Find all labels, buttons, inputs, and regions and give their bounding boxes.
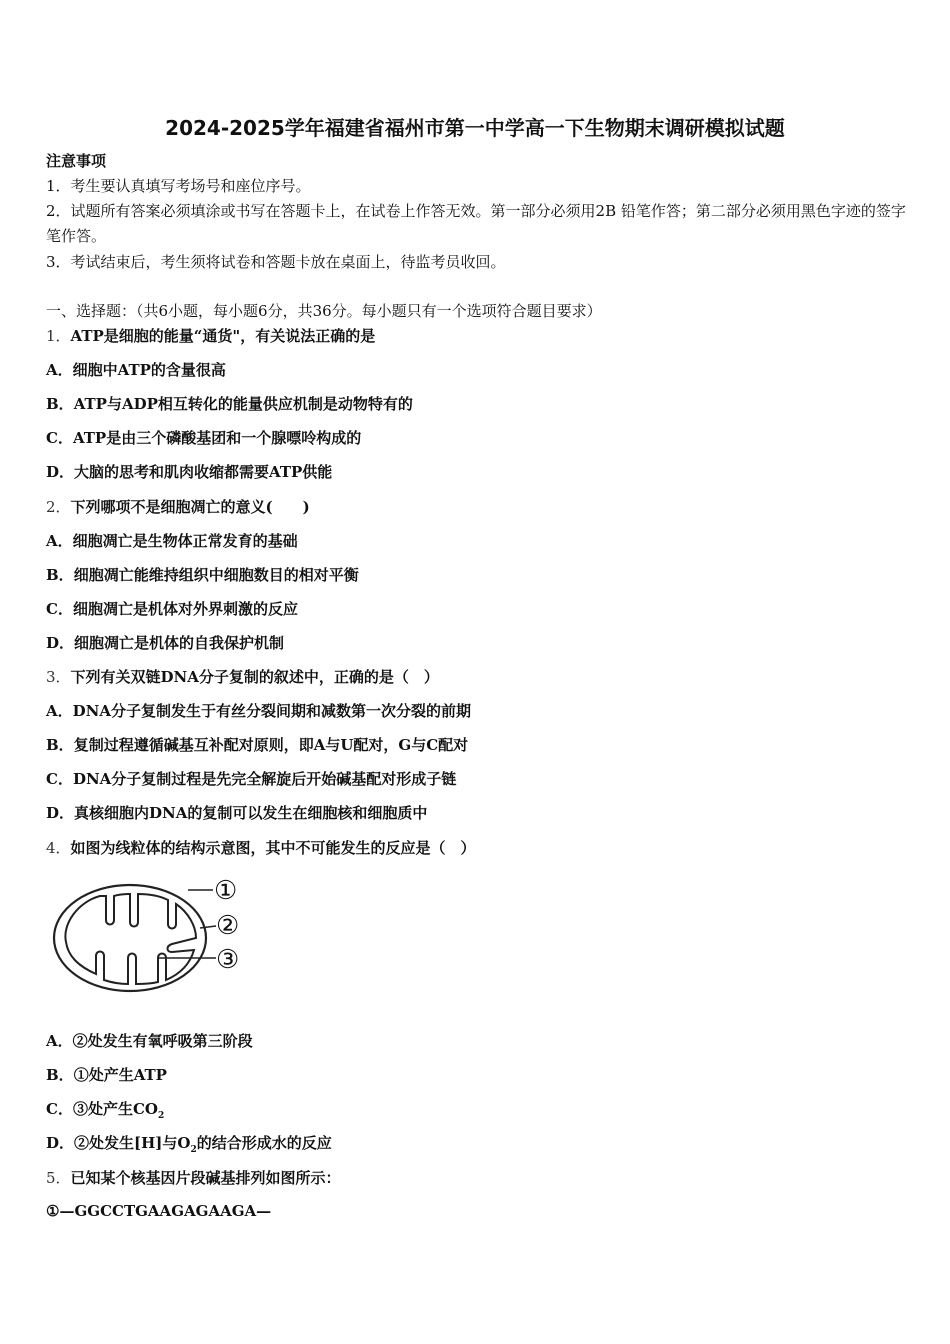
q1-option-b [46, 394, 413, 414]
option-letter: D． [46, 634, 75, 652]
figure-label-3: ③ [216, 945, 240, 975]
option-text: 细胞凋亡是生物体正常发育的基础 [72, 532, 298, 550]
page-title: 2024-2025学年福建省福州市第一中学高一下生物期末调研模拟试题 [165, 116, 785, 140]
question-stem: 下列哪项不是细胞凋亡的意义( ) [70, 498, 310, 516]
question-stem: 如图为线粒体的结构示意图，其中不可能发生的反应是（ ） [70, 839, 476, 857]
question-2 [46, 497, 310, 517]
option-text: ②处发生[H]与O [74, 1134, 191, 1152]
option-letter: A． [46, 1032, 73, 1050]
option-letter: B． [46, 395, 74, 413]
question-4 [46, 838, 476, 858]
q3-option-d [46, 803, 427, 823]
q2-option-b [46, 565, 359, 585]
option-text: 真核细胞内DNA的复制可以发生在细胞核和细胞质中 [74, 804, 428, 822]
option-text: ③处产生CO [72, 1100, 158, 1118]
notice-item-3: 3．考试结束后，考生须将试卷和答题卡放在桌面上，待监考员收回。 [46, 253, 506, 271]
q2-option-c [46, 599, 298, 619]
q1-option-c [46, 428, 361, 448]
option-text: 细胞凋亡能维持组织中细胞数目的相对平衡 [73, 566, 359, 584]
question-number: 2． [46, 498, 71, 516]
option-text: 细胞中ATP的含量很高 [72, 361, 226, 379]
question-number: 4． [46, 839, 71, 857]
dna-sequence: ①—GGCCTGAAGAGAAGA— [46, 1202, 272, 1220]
option-text: 复制过程遵循碱基互补配对原则，即A与U配对，G与C配对 [73, 736, 469, 754]
subscript: 2 [157, 1111, 165, 1121]
q2-option-d [46, 633, 284, 653]
notice-item-1: 1．考生要认真填写考场号和座位序号。 [46, 177, 311, 195]
q2-option-a [46, 531, 298, 551]
option-letter: D． [46, 1134, 75, 1152]
question-3 [46, 667, 439, 687]
subscript: 2 [190, 1145, 197, 1155]
option-text: ①处产生ATP [73, 1066, 167, 1084]
option-text: ATP是由三个磷酸基团和一个腺嘌呤构成的 [72, 429, 362, 447]
option-letter: A． [46, 702, 73, 720]
q4-option-b [46, 1065, 167, 1085]
figure-label-2: ② [216, 911, 240, 941]
question-number: 3． [46, 668, 71, 686]
option-letter: B． [46, 736, 74, 754]
question-stem: ATP是细胞的能量“通货"，有关说法正确的是 [70, 327, 376, 345]
q3-option-c [46, 769, 456, 789]
mitochondrion-diagram [48, 872, 248, 1000]
q1-option-d [46, 462, 332, 482]
question-5 [46, 1168, 341, 1188]
leader-line-2 [200, 926, 216, 928]
option-text: DNA分子复制过程是先完全解旋后开始碱基配对形成子链 [72, 770, 457, 788]
option-text-tail: 的结合形成水的反应 [196, 1134, 332, 1152]
question-number: 5． [46, 1169, 71, 1187]
question-stem: 下列有关双链DNA分子复制的叙述中，正确的是（ ） [70, 668, 439, 686]
figure-label-1: ① [214, 876, 238, 906]
notice-item-2: 2．试题所有答案必须填涂或书写在答题卡上，在试卷上作答无效。第一部分必须用2B 铅笔作答；第二部分必须用黑色字迹的签字笔作答。 [46, 202, 906, 245]
question-number: 1． [46, 327, 71, 345]
option-letter: C． [46, 429, 73, 447]
q4-option-c [46, 1099, 164, 1126]
section-heading: 一、选择题：（共6小题，每小题6分，共36分。每小题只有一个选项符合题目要求） [46, 302, 602, 320]
option-text: 细胞凋亡是机体的自我保护机制 [74, 634, 285, 652]
q1-option-a [46, 360, 226, 380]
question-stem: 已知某个核基因片段碱基排列如图所示： [70, 1169, 341, 1187]
option-letter: A． [46, 361, 73, 379]
question-1 [46, 326, 375, 346]
option-text: ②处发生有氧呼吸第三阶段 [72, 1032, 253, 1050]
inner-membrane [65, 894, 196, 984]
option-letter: B． [46, 1066, 74, 1084]
q3-option-a [46, 701, 471, 721]
q4-option-a [46, 1031, 253, 1051]
option-letter: C． [46, 600, 73, 618]
option-letter: D． [46, 463, 75, 481]
notice-heading: 注意事项 [46, 152, 107, 170]
q4-option-d [46, 1133, 332, 1160]
q3-option-b [46, 735, 468, 755]
option-letter: D． [46, 804, 75, 822]
option-text: 大脑的思考和肌肉收缩都需要ATP供能 [74, 463, 333, 481]
option-text: ATP与ADP相互转化的能量供应机制是动物特有的 [73, 395, 413, 413]
option-letter: B． [46, 566, 74, 584]
option-text: 细胞凋亡是机体对外界刺激的反应 [72, 600, 298, 618]
option-letter: C． [46, 770, 73, 788]
option-text: DNA分子复制发生于有丝分裂间期和减数第一次分裂的前期 [72, 702, 472, 720]
option-letter: C． [46, 1100, 73, 1118]
option-letter: A． [46, 532, 73, 550]
